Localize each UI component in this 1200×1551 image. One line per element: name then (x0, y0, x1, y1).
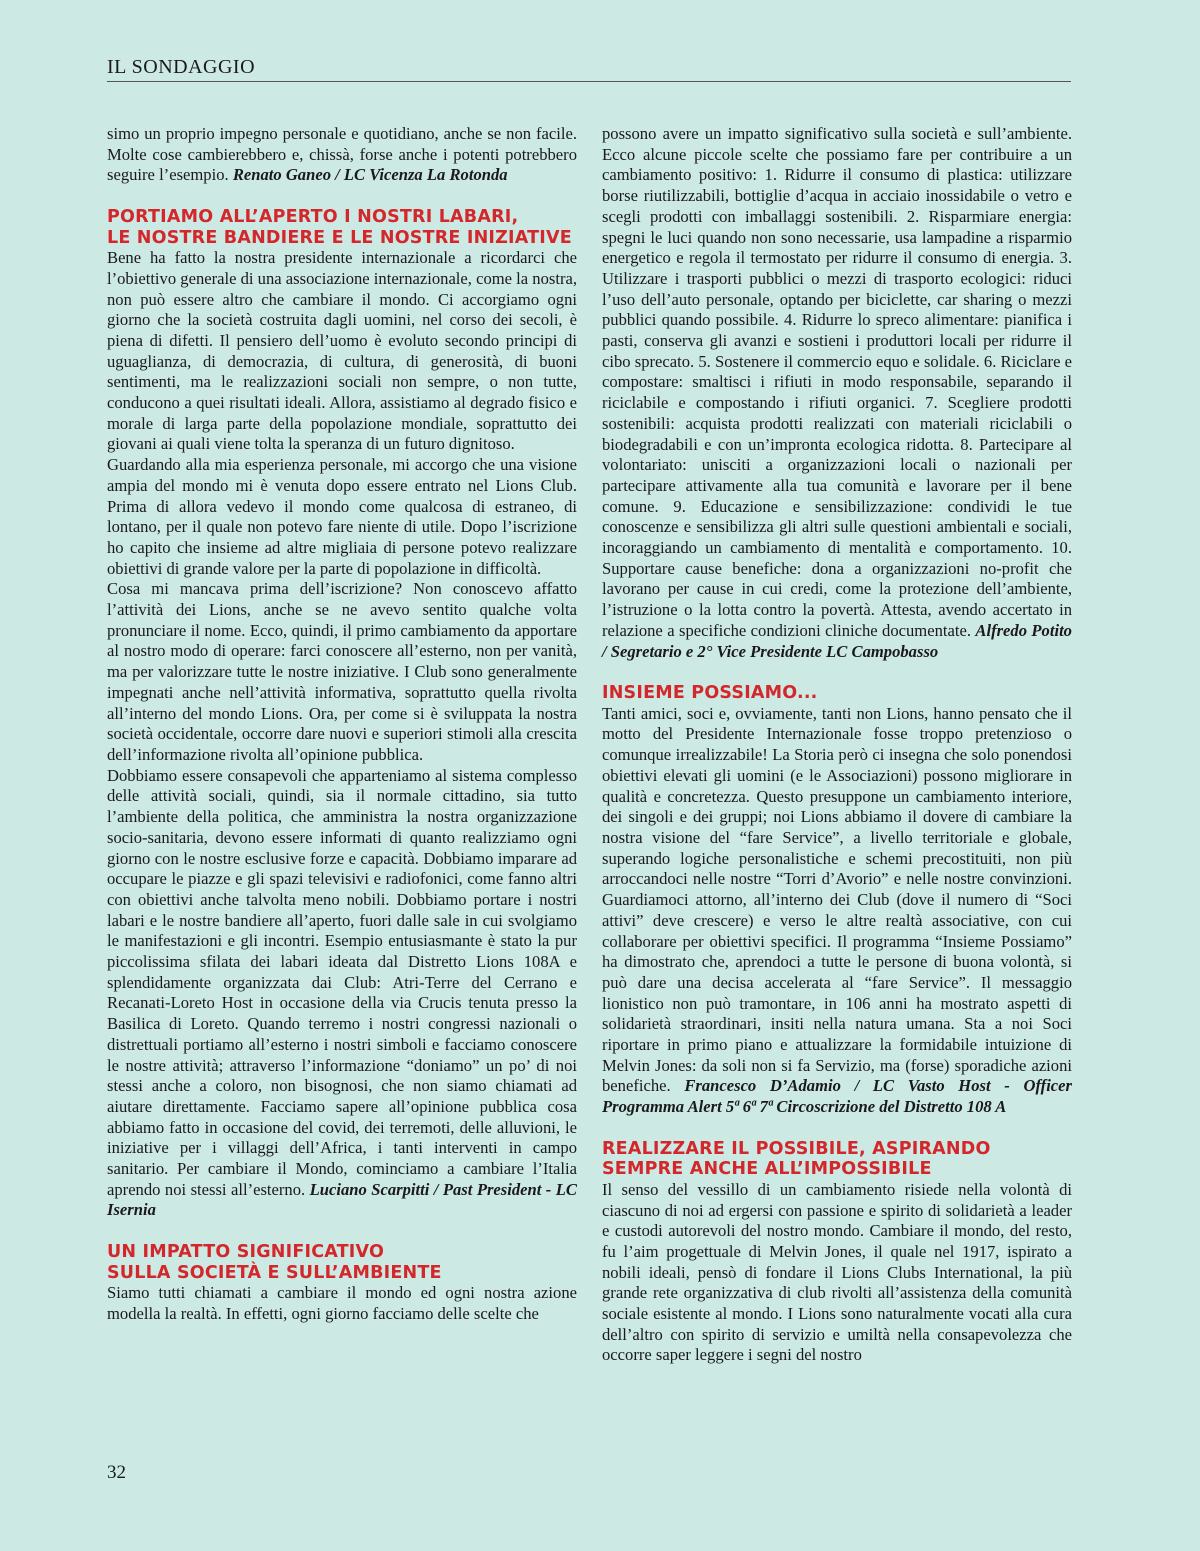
paragraph: Dobbiamo essere consapevoli che apparteniamo al sistema complesso delle attività sociali, quindi, sia il normale cittadino, sia tutto l’ambiente della politica, che amministra la nostra organizzazione socio-sanitaria, devono essere informati di quanto realizziamo ogni giorno con le nostre esclusive forze e capacità. Dobbiamo imparare ad occupare le piazze e gli spazi televisivi e radiofonici, come fanno altri con obiettivi anche talvolta meno nobili. Dobbiamo portare i nostri labari e le nostre bandiere all’aperto, fuori dalle sale in cui svolgiamo le manifestazioni e gli incontri. Esempio entusiasmante è stato la pur piccolissima sfilata dei labari ideata dal Distretto Lions 108A e splendidamente organizzata dai Club: Atri-Terre del Cerrano e Recanati-Loreto Host in occasione della via Crucis tenuta presso la Basilica di Loreto. Quando terremo i nostri congressi nazionali o distrettuali portiamo all’esterno i nostri simboli e facciamo conoscere le nostre attività; attraverso l’informazione “doniamo” un po’ di noi stessi anche a coloro, non bisognosi, che non siamo chiamati ad aiutare direttamente. Facciamo sapere all’opinione pubblica cosa abbiamo fatto in occasione del covid, dei terremoti, delle alluvioni, le iniziative per i villaggi dell’Africa, i tanti interventi in campo sanitario. Per cambiare il Mondo, cominciamo a cambiare l’Italia aprendo noi stessi all’esterno. Luciano Scarpitti / Past President - LC Isernia (107, 765, 577, 1220)
author-signature: Alfredo Potito / Segretario e 2° Vice Presidente LC Campobasso (602, 620, 1072, 661)
right-column (602, 124, 1072, 1366)
paragraph: Cosa mi mancava prima dell’iscrizione? Non conoscevo affatto l’attività dei Lions, anche se ne avevo sentito qualche volta pronunciare il nome. Ecco, quindi, il primo cambiamento da apportare al nostro modo di operare: farci conoscere all’esterno, non per vanità, ma per valorizzare tutte le nostre iniziative. I Club sono generalmente impegnati anche nell’attività informativa, soprattutto quella rivolta all’interno del mondo Lions. Ora, per come si è sviluppata la nostra società occidentale, occorre dare nuovi e superiori stimoli alla crescita dell’informazione rivolta all’opinione pubblica. (107, 579, 577, 764)
paragraph: possono avere un impatto significativo sulla società e sull’ambiente. Ecco alcune piccole scelte che possiamo fare per contribuire a un cambiamento positivo: 1. Ridurre il consumo di plastica: utilizzare borse riutilizzabili, bottiglie d’acqua in acciaio inossidabile o vetro e scegli prodotti con imballaggi sostenibili. 2. Risparmiare energia: spegni le luci quando non sono necessarie, usa lampadine a risparmio energetico e regola il termostato per ridurre il consumo di energia. 3. Utilizzare i trasporti pubblici o mezzi di trasporto ecologici: riduci l’uso dell’auto personale, optando per biciclette, car sharing o mezzi pubblici quando possibile. 4. Ridurre lo spreco alimentare: pianifica i pasti, conserva gli avanzi e sostieni i produttori locali per ridurre il cibo sprecato. 5. Sostenere il commercio equo e solidale. 6. Riciclare e compostare: smaltisci i rifiuti in modo responsabile, separando il riciclabile e compostando i rifiuti organici. 7. Scegliere prodotti sostenibili: acquista prodotti realizzati con materiali riciclabili o biodegradabili e con un’impronta ecologica ridotta. 8. Partecipare al volontariato: unisciti a organizzazioni locali o nazionali per partecipare attivamente alla tua comunità e lavorare per il bene comune. 9. Educazione e sensibilizzazione: condividi le tue conoscenze e sensibilizza gli altri sulle questioni ambientali e sociali, incoraggiando un cambiamento di mentalità e comportamento. 10. Supportare cause benefiche: dona a organizzazioni no-profit che lavorano per cause in cui credi, come la protezione dell’ambiente, l’istruzione o la lotta contro la povertà. Attesta, avendo accertato in relazione a specifiche condizioni cliniche documentate. Alfredo Potito / Segretario e 2° Vice Presidente LC Campobasso (602, 124, 1072, 661)
section-heading: UN IMPATTO SIGNIFICATIVO SULLA SOCIETÀ E SULL’AMBIENTE (107, 1242, 442, 1283)
paragraph: simo un proprio impegno personale e quotidiano, anche se non facile. Molte cose cambierebbero e, chissà, forse anche i potenti potrebbero seguire l’esempio. Renato Ganeo / LC Vicenza La Rotonda (107, 124, 577, 185)
author-signature: Luciano Scarpitti / Past President - LC Isernia (107, 1179, 577, 1220)
page-header (107, 56, 1071, 82)
paragraph: Siamo tutti chiamati a cambiare il mondo ed ogni nostra azione modella la realtà. In effetti, ogni giorno facciamo delle scelte che (107, 1283, 577, 1323)
section-heading: INSIEME POSSIAMO... (602, 683, 818, 704)
page-number: 32 (107, 1462, 126, 1483)
paragraph: Tanti amici, soci e, ovviamente, tanti non Lions, hanno pensato che il motto del Presidente Internazionale fosse troppo pretenzioso o comunque irrealizzabile! La Storia però ci insegna che solo ponendosi obiettivi elevati gli uomini (e le Associazioni) possono migliorare in qualità e concretezza. Questo presuppone un cambiamento interiore, dei singoli e dei gruppi; noi Lions abbiamo il dovere di cambiare la nostra visione del “fare Service”, a livello territoriale e globale, superando logiche personalistiche e schemi precostituiti, non più arroccandoci nelle nostre “Torri d’Avorio” e nelle nostre convinzioni. Guardiamoci attorno, all’interno dei Club (dove il numero di “Soci attivi” deve crescere) e verso le altre realtà associative, con cui collaborare per obiettivi specifici. Il programma “Insieme Possiamo” ha dimostrato che, aprendoci a tutte le persone di buona volontà, si può dare una decisa accelerata al “fare Service”. Il messaggio lionistico non può tramontare, in 106 anni ha mostrato aspetti di solidarietà straordinari, insiti nella natura umana. Sta a noi Soci riportare in primo piano e attualizzare la formidabile intuizione di Melvin Jones: da soli non si fa Servizio, ma (forse) sporadiche azioni benefiche. Francesco D’Adamio / LC Vasto Host - Officer Programma Alert 5ª 6ª 7ª Circoscrizione del Distretto 108 A (602, 703, 1072, 1117)
section-heading: REALIZZARE IL POSSIBILE, ASPIRANDO SEMPRE ANCHE ALL’IMPOSSIBILE (602, 1138, 991, 1180)
paragraph: Bene ha fatto la nostra presidente internazionale a ricordarci che l’obiettivo generale di una associazione internazionale, come la nostra, non può essere altro che cambiare il mondo. Ci accorgiamo ogni giorno che la società costruita dagli uomini, nel corso dei secoli, è piena di difetti. Il pensiero dell’uomo è evoluto secondo principi di uguaglianza, di democrazia, di cultura, di generosità, di buoni sentimenti, ma le realizzazioni sociali non sempre, o non tutte, conducono a quei risultati ideali. Allora, assistiamo al degrado fisico e morale di larga parte della popolazione mondiale, soprattutto dei giovani ai quali viene tolta la speranza di un futuro dignitoso. (107, 248, 577, 454)
paragraph: Guardando alla mia esperienza personale, mi accorgo che una visione ampia del mondo mi è venuta dopo essere entrato nel Lions Club. Prima di allora vedevo il mondo come qualcosa di estraneo, di lontano, per il quale non potevo fare niente di utile. Dopo l’iscrizione ho capito che insieme ad altre migliaia di persone potevo realizzare obiettivi di grande valore per la parte di popolazione in difficoltà. (107, 455, 577, 578)
paragraph: Il senso del vessillo di un cambiamento risiede nella volontà di ciascuno di noi ad ergersi con passione e spirito di solidarietà a leader e custodi autorevoli del nostro mondo. Cambiare il mondo, del resto, fu l’aim progettuale di Melvin Jones, il quale nel 1917, ispirato a nobili ideali, pensò di fondare il Lions Clubs International, la più grande rete organizzativa di club rivolti all’assistenza della comunità sociale esistente al mondo. I Lions sono naturalmente vocati alla cura dell’altro con spirito di servizio e umiltà nella consapevolezza che occorre saper leggere i segni del nostro (602, 1179, 1072, 1365)
author-signature: Francesco D’Adamio / LC Vasto Host - Officer Programma Alert 5ª 6ª 7ª Circoscrizione del Distretto 108 A (602, 1076, 1072, 1117)
section-title: IL SONDAGGIO (107, 56, 256, 78)
author-signature: Renato Ganeo / LC Vicenza La Rotonda (232, 165, 508, 185)
section-heading: PORTIAMO ALL’APERTO I NOSTRI LABARI, LE NOSTRE BANDIERE E LE NOSTRE INIZIATIVE (107, 207, 572, 248)
left-column (107, 124, 577, 1325)
